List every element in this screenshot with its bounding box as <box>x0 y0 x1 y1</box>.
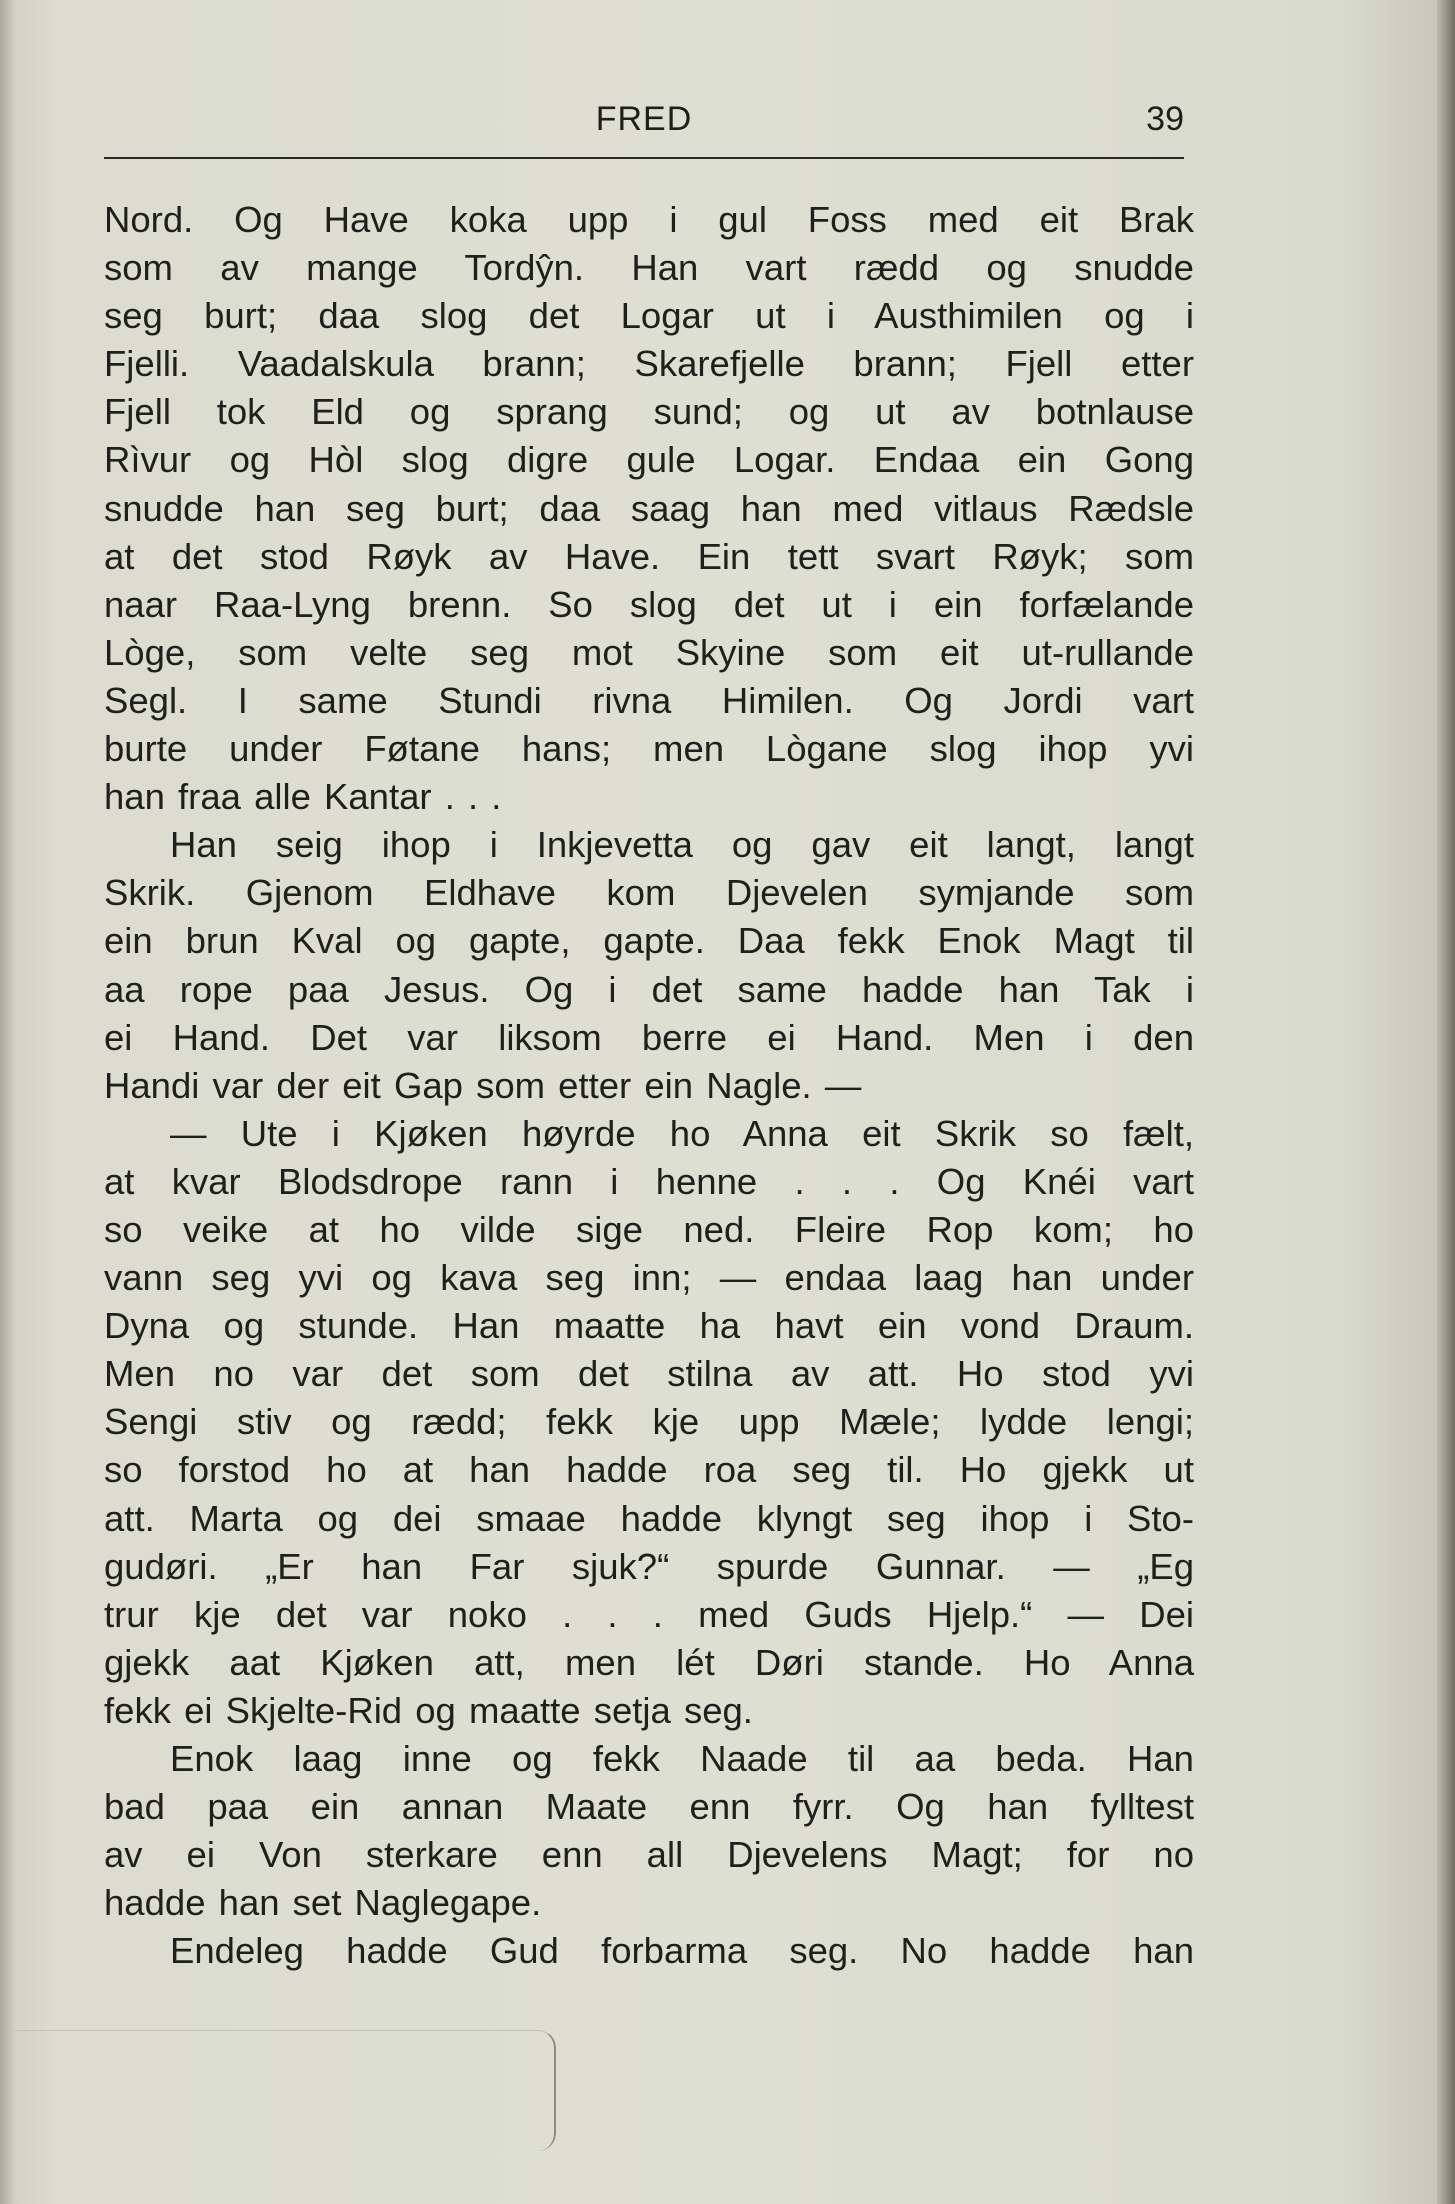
text-line: gudøri. „Er han Far sjuk?“ spurde Gunnar. — „Eg <box>104 1545 1194 1587</box>
text-line: ein brun Kval og gapte, gapte. Daa fekk Enok Magt til <box>104 920 1194 962</box>
page-number: 39 <box>1146 100 1184 138</box>
text-line: Lòge, som velte seg mot Skyine som eit ut-rullande <box>104 631 1194 673</box>
text-line: vann seg yvi og kava seg inn; — endaa laag han under <box>104 1257 1194 1299</box>
text-line: Skrik. Gjenom Eldhave kom Djevelen symjande som <box>104 872 1194 914</box>
text-line: hadde han set Naglegape. <box>104 1882 542 1924</box>
running-head <box>104 100 1184 146</box>
text-line: seg burt; daa slog det Logar ut i Austhimilen og i <box>104 295 1194 337</box>
text-line: av ei Von sterkare enn all Djevelens Magt; for no <box>104 1834 1194 1876</box>
text-line: Fjell tok Eld og sprang sund; og ut av botnlause <box>104 391 1194 433</box>
faint-library-stamp <box>14 2030 556 2151</box>
text-line: Sengi stiv og rædd; fekk kje upp Mæle; lydde lengi; <box>104 1401 1194 1443</box>
text-line: Rìvur og Hòl slog digre gule Logar. Endaa ein Gong <box>104 439 1194 481</box>
text-line: Handi var der eit Gap som etter ein Nagle. — <box>104 1064 862 1106</box>
text-line: Men no var det som det stilna av att. Ho stod yvi <box>104 1353 1194 1395</box>
text-line: burte under Føtane hans; men Lògane slog ihop yvi <box>104 728 1194 770</box>
text-line: Segl. I same Stundi rivna Himilen. Og Jordi vart <box>104 679 1194 721</box>
text-line: att. Marta og dei smaae hadde klyngt seg ihop i Sto- <box>104 1497 1194 1539</box>
text-line: so forstod ho at han hadde roa seg til. Ho gjekk ut <box>104 1449 1194 1491</box>
text-line: Han seig ihop i Inkjevetta og gav eit langt, langt <box>170 824 1194 866</box>
text-line: at det stod Røyk av Have. Ein tett svart Røyk; som <box>104 535 1194 577</box>
text-line: Fjelli. Vaadalskula brann; Skarefjelle brann; Fjell etter <box>104 343 1194 385</box>
text-line: Enok laag inne og fekk Naade til aa beda. Han <box>170 1738 1194 1779</box>
text-line: Endeleg hadde Gud forbarma seg. No hadde han <box>170 1930 1194 1972</box>
text-line: ei Hand. Det var liksom berre ei Hand. Men i den <box>104 1016 1194 1058</box>
running-title: FRED <box>595 100 693 138</box>
text-line: so veike at ho vilde sige ned. Fleire Rop kom; ho <box>104 1208 1194 1250</box>
text-line: at kvar Blodsdrope rann i henne . . . Og Knéi vart <box>104 1160 1194 1202</box>
text-line: aa rope paa Jesus. Og i det same hadde han Tak i <box>104 968 1194 1010</box>
text-line: fekk ei Skjelte-Rid og maatte setja seg. <box>104 1689 753 1731</box>
text-line: han fraa alle Kantar . . . <box>104 776 502 818</box>
text-line: Nord. Og Have koka upp i gul Foss med eit Brak <box>104 199 1194 240</box>
text-line: som av mange Tordŷn. Han vart rædd og snudde <box>104 247 1194 289</box>
text-line: Dyna og stunde. Han maatte ha havt ein vond Draum. <box>104 1305 1194 1347</box>
body-text <box>104 196 1194 1975</box>
text-line: trur kje det var noko . . . med Guds Hjelp.“ — Dei <box>104 1593 1194 1635</box>
text-line: bad paa ein annan Maate enn fyrr. Og han fylltest <box>104 1786 1194 1828</box>
text-line: gjekk aat Kjøken att, men lét Døri stande. Ho Anna <box>104 1641 1194 1683</box>
page-left-edge <box>0 0 14 2204</box>
header-rule <box>104 157 1184 159</box>
text-line: snudde han seg burt; daa saag han med vitlaus Rædsle <box>104 487 1194 529</box>
page-edge-shadow <box>1437 0 1455 2204</box>
text-line: naar Raa-Lyng brenn. So slog det ut i ein forfælande <box>104 583 1194 625</box>
text-line: — Ute i Kjøken høyrde ho Anna eit Skrik so fælt, <box>170 1112 1194 1154</box>
